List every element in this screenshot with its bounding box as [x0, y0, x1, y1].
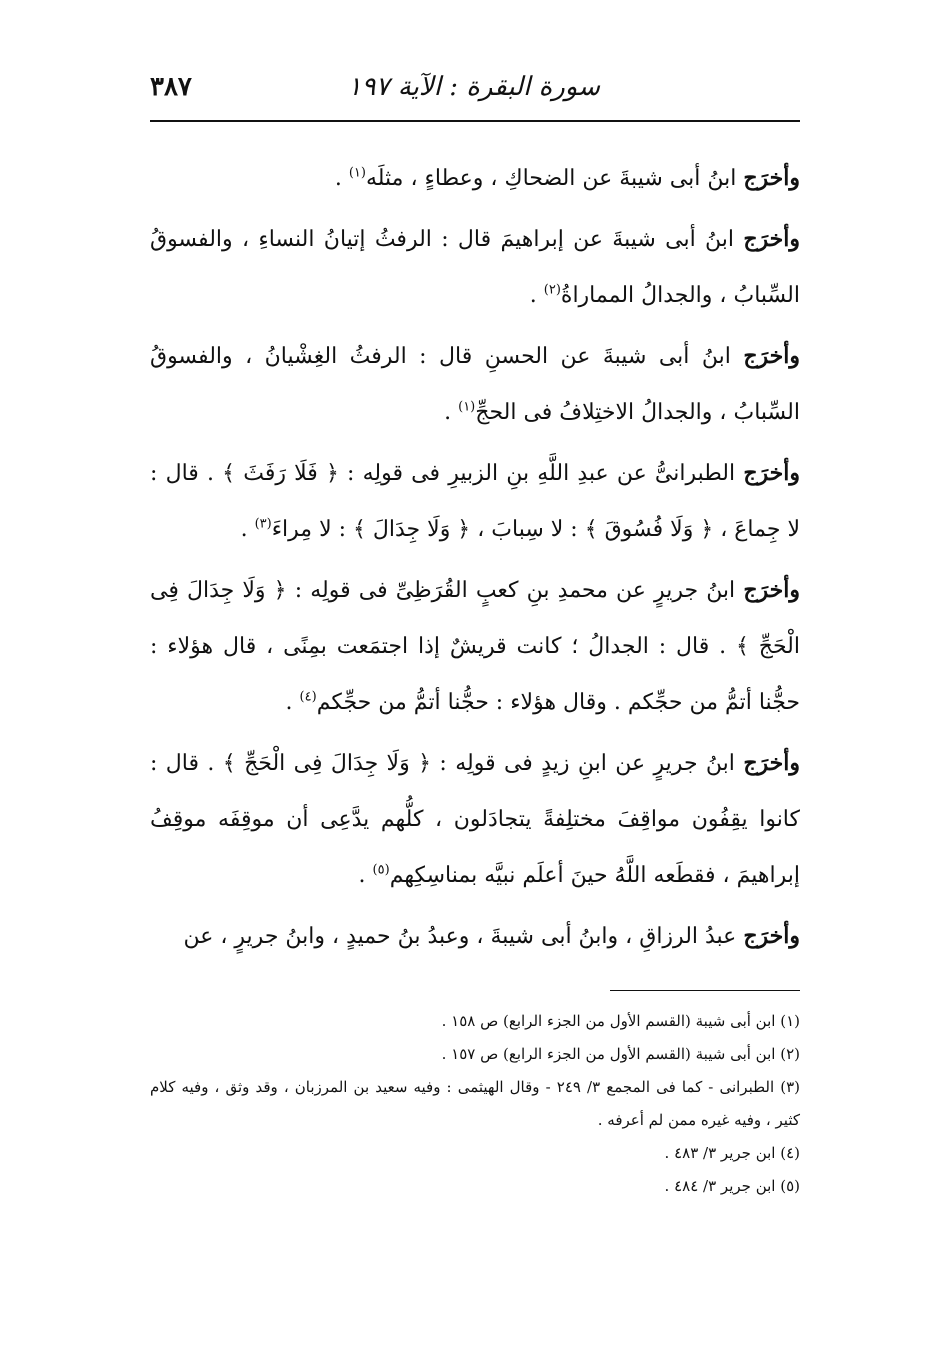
paragraph-text: ابنُ أبى شيبةَ عن الحسنِ قال : الرفثُ الغِشْيانُ ، والفسوقُ السِّبابُ ، والجدالُ الاختِلافُ فى الحجِّ: [150, 344, 800, 425]
paragraph-text: ابنُ أبى شيبةَ عن إبراهيمَ قال : الرفثُ إتيانُ النساءِ ، والفسوقُ السِّبابُ ، والجدالُ المماراةُ: [150, 227, 800, 308]
paragraph-end: .: [240, 517, 255, 542]
page-number: ٣٨٧: [150, 72, 192, 102]
paragraph-text: ابنُ جريرٍ عن ابنِ زيدٍ فى قولِه : ﴿ وَلَا جِدَالَ فِى الْحَجِّ ﴾ . قال : كانوا يقِفُون مواقِفَ مختلِفةً يتجادَلون ، كلُّهم يدَّعِى أن موقِفَه موقِفُ إبراهيمَ ، فقطَعه اللَّهُ حينَ أعلَم نبيَّه بمناسِكِهم: [150, 751, 800, 888]
paragraph-lead: وأخرَج: [743, 923, 800, 949]
paragraph-lead: وأخرَج: [743, 343, 800, 369]
paragraph-1: [150, 150, 800, 207]
paragraph-end: .: [334, 166, 349, 191]
footnote-ref: (٤): [299, 689, 317, 705]
paragraph-end: .: [285, 690, 300, 715]
footnote-ref: (٣): [254, 516, 272, 532]
footnote-ref: (٥): [372, 862, 390, 878]
footnote-ref: (١): [458, 399, 476, 415]
paragraph-end: .: [358, 863, 373, 888]
footnote-1: (١) ابن أبى شيبة (القسم الأول من الجزء الرابع) ص ١٥٨ .: [441, 1012, 800, 1030]
paragraph-3: [150, 328, 800, 441]
paragraph-lead: وأخرَج: [743, 226, 800, 252]
paragraph-6: [150, 735, 800, 904]
footnote-4: (٤) ابن جرير ٣/ ٤٨٣ .: [664, 1144, 800, 1162]
running-title: سورة البقرة : الآية ١٩٧: [347, 72, 600, 102]
paragraph-7: [150, 908, 800, 965]
paragraph-4: [150, 445, 800, 558]
paragraph-end: .: [529, 283, 544, 308]
paragraph-5: [150, 562, 800, 731]
paragraph-lead: وأخرَج: [743, 460, 800, 486]
paragraph-lead: وأخرَج: [743, 577, 800, 603]
paragraph-lead: وأخرَج: [743, 165, 800, 191]
paragraph-lead: وأخرَج: [743, 750, 800, 776]
paragraph-text: الطبرانىُّ عن عبدِ اللَّهِ بنِ الزبيرِ فى قولِه : ﴿ فَلَا رَفَثَ ﴾ . قال : لا جِماعَ ، ﴿ وَلَا فُسُوقَ ﴾ : لا سِبابَ ، ﴿ وَلَا جِدَالَ ﴾ : لا مِراءَ: [150, 461, 800, 542]
header-rule: [150, 120, 800, 122]
footnote-rule: [610, 990, 800, 991]
footnote-2: (٢) ابن أبى شيبة (القسم الأول من الجزء الرابع) ص ١٥٧ .: [441, 1045, 800, 1063]
paragraph-text: ابنُ جريرٍ عن محمدِ بنِ كعبٍ القُرَظِىِّ فى قولِه : ﴿ وَلَا جِدَالَ فِى الْحَجِّ ﴾ . قال : الجدالُ ؛ كانت قريشٌ إذا اجتمَعت بمِنًى ، قال هؤلاء : حجُّنا أتمُّ من حجِّكم . وقال هؤلاء : حجُّنا أتمُّ من حجِّكم: [150, 578, 800, 715]
page-header: [150, 70, 800, 120]
footnote-3: (٣) الطبرانى - كما فى المجمع ٣/ ٢٤٩ - وقال الهيثمى : وفيه سعيد بن المرزبان ، وقد وثق ، وفيه كلام كثير ، وفيه غيره ممن لم أعرفه .: [150, 1078, 800, 1129]
footnote-ref: (١): [348, 165, 366, 181]
footnote-ref: (٢): [543, 282, 561, 298]
paragraph-2: [150, 211, 800, 324]
paragraph-end: .: [444, 400, 459, 425]
paragraph-text: عبدُ الرزاقِ ، وابنُ أبى شيبةَ ، وعبدُ بنُ حميدٍ ، وابنُ جريرٍ ، عن: [183, 924, 744, 949]
paragraph-text: ابنُ أبى شيبةَ عن الضحاكِ ، وعطاءٍ ، مثلَه: [365, 166, 744, 191]
footnote-5: (٥) ابن جرير ٣/ ٤٨٤ .: [664, 1177, 800, 1195]
footnotes: [150, 1005, 800, 1203]
main-text: [150, 150, 800, 969]
